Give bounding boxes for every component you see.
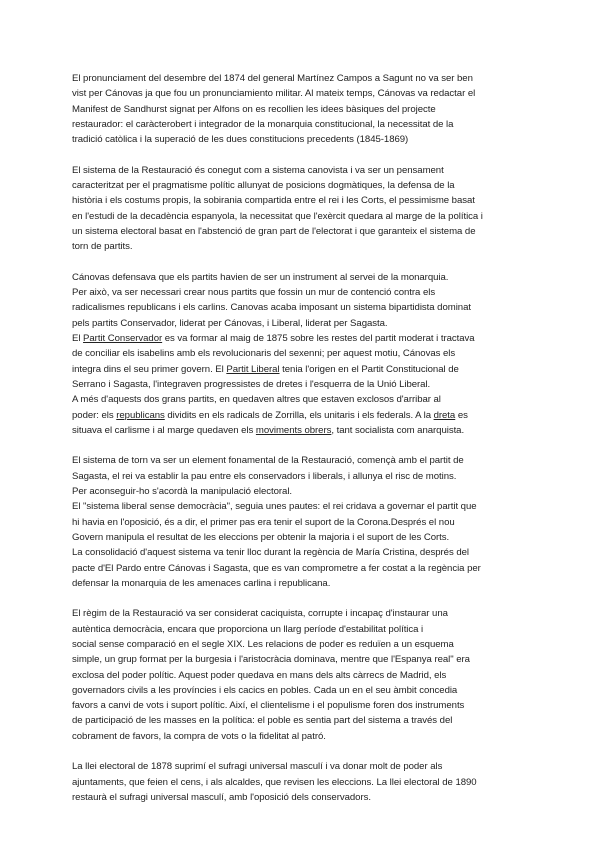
text-line: governadors civils a les províncies i els cacics en pobles. Cada un en el seu àmbit concedia: [72, 684, 458, 696]
paragraph-sistema-restauracio: [72, 163, 530, 255]
text-segment: dividits en els radicals de Zorrilla, els unitaris i els federals. A la: [164, 409, 434, 421]
text-line: social sense comparació en el segle XIX. Les relacions de poder es reduïen a un esquema: [72, 638, 454, 650]
paragraph-pronunciament: [72, 71, 530, 147]
text-line: de participació de les masses en la política: el poble es sentia part del sistema a través del: [72, 715, 453, 727]
text-line: ajuntaments, que feien el cens, i als alcaldes, que revisen les eleccions. La llei electoral de 1890: [72, 776, 477, 788]
text-line: [72, 408, 530, 423]
text-line: pacte d'El Pardo entre Cánovas i Sagasta, que es van comprometre a fer costat a la regència per: [72, 562, 481, 574]
paragraph-partits: [72, 270, 530, 438]
text-line: restaurà el sufragi universal masculí, amb l'oposició dels conservadors.: [72, 791, 371, 803]
link-moviments-obrers[interactable]: moviments obrers: [255, 424, 332, 436]
text-segment: El: [72, 333, 84, 345]
text-line: Cánovas defensava que els partits havien de ser un instrument al servei de la monarquia.: [72, 271, 449, 283]
text-line: defensar la monarquia de les amenaces carlina i republicana.: [72, 577, 331, 589]
paragraph-llei-electoral: [72, 759, 530, 805]
text-line: cobrament de favors, la compra de vots o la fidelitat al patró.: [72, 730, 326, 742]
link-partit-conservador[interactable]: Partit Conservador: [83, 333, 163, 345]
text-line: [72, 362, 530, 377]
text-segment: , tant socialista com anarquista.: [331, 424, 465, 436]
text-line: de conciliar els isabelins amb els revolucionaris del sexenni; per aquest motiu, Cánovas els: [72, 348, 456, 360]
text-line: Serrano i Sagasta, l'integraven progressistes de dretes i l'esquerra de la Unió Liberal.: [72, 378, 431, 390]
text-line: Manifest de Sandhurst signat per Alfons on es recollien les idees bàsiques del projecte: [72, 103, 436, 115]
document-page: [72, 71, 530, 805]
text-line: El règim de la Restauració va ser considerat caciquista, corrupte i incapaç d'instaurar una: [72, 608, 448, 620]
text-line: radicalismes republicans i els carlins. Canovas acaba imposant un sistema bipartidista dominat: [72, 302, 471, 314]
text-line: pels partits Conservador, liderat per Cánovas, i Liberal, liderat per Sagasta.: [72, 317, 388, 329]
text-line: La llei electoral de 1878 suprimí el sufragi universal masculí i va donar molt de poder als: [72, 761, 443, 773]
text-line: Per això, va ser necessari crear nous partits que fossin un mur de contenció contra els: [72, 287, 436, 299]
paragraph-regim-caciquista: [72, 606, 530, 744]
link-partit-liberal[interactable]: Partit Liberal: [226, 363, 280, 375]
text-line: restaurador: el caràcterobert i integrador de la monarquia constitucional, la necessitat de la: [72, 118, 454, 130]
text-line: Govern manipula el resultat de les eleccions per obtenir la majoria i el suport de les Corts.: [72, 531, 450, 543]
text-segment: integra dins el seu primer govern. El: [72, 363, 227, 375]
text-line: vist per Cánovas ja que fou un pronunciamiento militar. Al mateix temps, Cánovas va redactar el: [72, 88, 476, 100]
text-line: [72, 331, 530, 346]
text-segment: es: [455, 409, 468, 421]
text-line: El "sistema liberal sense democràcia", seguia unes pautes: el rei cridava a governar el partit que: [72, 501, 477, 513]
text-line: El sistema de la Restauració és conegut com a sistema canovista i va ser un pensament: [72, 164, 444, 176]
text-line: simple, un grup format per la burgesia i l'aristocràcia dominava, mentre que l'Espanya real" era: [72, 654, 470, 666]
text-line: un sistema electoral basat en l'abstenció de gran part de l'electorat i que garanteix el sistema de: [72, 225, 476, 237]
text-line: en l'estudi de la decadència espanyola, la necessitat que l'exèrcit quedara al marge de la política i: [72, 210, 483, 222]
text-segment: situava el carlisme i al marge quedaven els: [72, 424, 256, 436]
text-segment: poder: els: [72, 409, 117, 421]
text-line: caracteritzat per el pragmatisme polític allunyat de posicions dogmàtiques, la defensa de la: [72, 180, 455, 192]
text-line: A més d'aquests dos grans partits, en quedaven altres que estaven exclosos d'arribar al: [72, 394, 441, 406]
link-dreta[interactable]: dreta: [433, 409, 456, 421]
text-line: favors a canvi de vots i suport polític. Així, el clientelisme i el populisme foren dos instruments: [72, 700, 465, 712]
paragraph-sistema-torn: [72, 453, 530, 591]
text-segment: es va formar al maig de 1875 sobre les restes del partit moderat i tractava: [162, 333, 475, 345]
text-line: autèntica democràcia, encara que proporciona un llarg període d'estabilitat política i: [72, 623, 424, 635]
text-line: tradició catòlica i la superació de les dues constitucions precedents (1845-1869): [72, 134, 409, 146]
text-segment: tenia l'origen en el Partit Constitucional de: [279, 363, 459, 375]
text-line: exclosa del poder polític. Aquest poder quedava en mans dels alts càrrecs de Madrid, els: [72, 669, 447, 681]
text-line: hi havia en l'oposició, és a dir, el primer pas era tenir el suport de la Corona.Després el nou: [72, 516, 455, 528]
text-line: Per aconseguir-ho s'acordà la manipulació electoral.: [72, 486, 293, 498]
text-line: torn de partits.: [72, 241, 133, 253]
text-line: El sistema de torn va ser un element fonamental de la Restauració, començà amb el partit de: [72, 455, 464, 467]
text-line: La consolidació d'aquest sistema va tenir lloc durant la regència de María Cristina, després del: [72, 547, 469, 559]
text-line: història i els costums propis, la sobirania compartida entre el rei i les Corts, el pessimisme basat: [72, 195, 475, 207]
text-line: [72, 423, 530, 438]
text-line: Sagasta, el rei va establir la pau entre els conservadors i liberals, i allunya el risc de motins.: [72, 470, 457, 482]
link-republicans[interactable]: republicans: [116, 409, 165, 421]
text-line: El pronunciament del desembre del 1874 del general Martínez Campos a Sagunt no va ser ben: [72, 73, 473, 84]
